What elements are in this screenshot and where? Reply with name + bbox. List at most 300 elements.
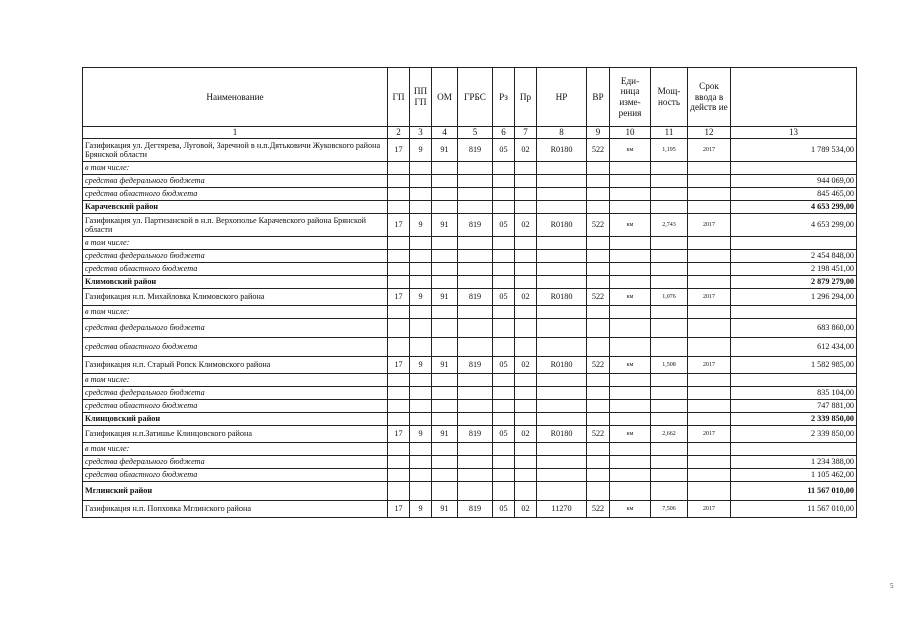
cell-power: 7,506	[651, 501, 688, 518]
empty-cell	[410, 319, 432, 338]
empty-cell	[493, 188, 515, 201]
cell-grbs: 819	[458, 501, 493, 518]
column-number: 6	[493, 127, 515, 139]
funding-source-row	[83, 319, 857, 338]
column-number: 9	[587, 127, 610, 139]
empty-cell	[388, 250, 410, 263]
column-number: 11	[651, 127, 688, 139]
empty-cell	[515, 469, 537, 482]
empty-cell	[610, 443, 651, 456]
empty-cell	[493, 276, 515, 289]
funding-source-row	[83, 387, 857, 400]
empty-cell	[515, 306, 537, 319]
header-cell: ГП	[388, 68, 410, 127]
empty-cell	[432, 400, 458, 413]
district-total: 2 879 279,00	[731, 276, 857, 289]
empty-cell	[651, 374, 688, 387]
breakdown-label-row	[83, 162, 857, 175]
empty-cell	[587, 276, 610, 289]
empty-cell	[537, 456, 587, 469]
empty-cell	[432, 387, 458, 400]
cell-gp: 17	[388, 289, 410, 306]
cell-rz: 05	[493, 289, 515, 306]
cell-rz: 05	[493, 501, 515, 518]
empty-cell	[688, 400, 731, 413]
empty-cell	[410, 400, 432, 413]
empty-cell	[587, 162, 610, 175]
empty-cell	[587, 469, 610, 482]
empty-cell	[587, 188, 610, 201]
empty-cell	[610, 374, 651, 387]
empty-cell	[388, 188, 410, 201]
empty-cell	[537, 237, 587, 250]
empty-cell	[537, 338, 587, 357]
project-row	[83, 357, 857, 374]
empty-cell	[432, 413, 458, 426]
breakdown-label-row	[83, 237, 857, 250]
empty-cell	[493, 306, 515, 319]
cell-power: 2,743	[651, 214, 688, 237]
empty-cell	[515, 319, 537, 338]
empty-cell	[388, 175, 410, 188]
funding-source-row	[83, 338, 857, 357]
breakdown-label: в том числе:	[83, 237, 388, 250]
empty-cell	[388, 263, 410, 276]
header-cell: Рз	[493, 68, 515, 127]
empty-cell	[388, 400, 410, 413]
empty-cell	[493, 162, 515, 175]
empty-cell	[688, 188, 731, 201]
cell-om: 91	[432, 289, 458, 306]
cell-sum: 1 789 534,00	[731, 139, 857, 162]
empty-cell	[493, 400, 515, 413]
cell-om: 91	[432, 357, 458, 374]
cell-year: 2017	[688, 501, 731, 518]
cell-gp: 17	[388, 501, 410, 518]
empty-cell	[410, 469, 432, 482]
funding-amount: 747 881,00	[731, 400, 857, 413]
empty-cell	[610, 162, 651, 175]
column-number: 2	[388, 127, 410, 139]
breakdown-label: в том числе:	[83, 443, 388, 456]
empty-cell	[388, 201, 410, 214]
funding-amount: 683 860,00	[731, 319, 857, 338]
project-row	[83, 289, 857, 306]
header-cell	[731, 68, 857, 127]
empty-cell	[688, 237, 731, 250]
empty-cell	[610, 175, 651, 188]
cell-name: Газификация н.п. Старый Ропск Климовского района	[83, 357, 388, 374]
empty-cell	[537, 400, 587, 413]
empty-cell	[515, 237, 537, 250]
empty-cell	[432, 263, 458, 276]
empty-cell	[388, 443, 410, 456]
empty-cell	[458, 188, 493, 201]
empty-cell	[688, 374, 731, 387]
cell-vr: 522	[587, 289, 610, 306]
empty-cell	[515, 276, 537, 289]
cell-sum: 11 567 010,00	[731, 501, 857, 518]
cell-nr: R0180	[537, 357, 587, 374]
district-row	[83, 201, 857, 214]
empty-cell	[587, 387, 610, 400]
column-number: 13	[731, 127, 857, 139]
cell-unit: км	[610, 139, 651, 162]
breakdown-label: в том числе:	[83, 162, 388, 175]
empty-cell	[410, 162, 432, 175]
empty-cell	[537, 319, 587, 338]
empty-cell	[537, 469, 587, 482]
column-number: 10	[610, 127, 651, 139]
empty-cell	[432, 188, 458, 201]
header-row	[83, 68, 857, 127]
empty-cell	[458, 319, 493, 338]
breakdown-label: в том числе:	[83, 306, 388, 319]
cell-unit: км	[610, 214, 651, 237]
cell-vr: 522	[587, 357, 610, 374]
empty-cell	[610, 188, 651, 201]
cell-name: Газификация ул. Партизанской в н.п. Верхополье Карачевского района Брянской области	[83, 214, 388, 237]
funding-amount: 1 234 388,00	[731, 456, 857, 469]
empty-cell	[651, 443, 688, 456]
funding-source-row	[83, 188, 857, 201]
empty-cell	[587, 456, 610, 469]
budget-table	[82, 67, 857, 518]
cell-gp: 17	[388, 357, 410, 374]
empty-cell	[388, 319, 410, 338]
empty-cell	[587, 443, 610, 456]
empty-cell	[493, 413, 515, 426]
cell-unit: км	[610, 501, 651, 518]
cell-nr: R0180	[537, 139, 587, 162]
empty-cell	[610, 306, 651, 319]
page-number: 5	[890, 582, 894, 590]
cell-om: 91	[432, 426, 458, 443]
breakdown-label: в том числе:	[83, 374, 388, 387]
cell-name: Газификация н.п. Михайловка Климовского района	[83, 289, 388, 306]
header-cell: НР	[537, 68, 587, 127]
table-body	[83, 139, 857, 518]
funding-amount: 944 069,00	[731, 175, 857, 188]
cell-year: 2017	[688, 214, 731, 237]
header-cell: Срок ввода в действ ие	[688, 68, 731, 127]
empty-cell	[610, 469, 651, 482]
district-total: 2 339 850,00	[731, 413, 857, 426]
empty-cell	[651, 162, 688, 175]
empty-cell	[610, 263, 651, 276]
empty-cell	[410, 188, 432, 201]
cell-nr: R0180	[537, 426, 587, 443]
empty-cell	[587, 413, 610, 426]
empty-cell	[515, 201, 537, 214]
district-name: Клинцовский район	[83, 413, 388, 426]
empty-cell	[493, 374, 515, 387]
cell-vr: 522	[587, 214, 610, 237]
empty-cell	[410, 338, 432, 357]
empty-cell	[458, 162, 493, 175]
empty-cell	[688, 162, 731, 175]
empty-cell	[587, 237, 610, 250]
funding-amount: 835 104,00	[731, 387, 857, 400]
empty-cell	[493, 237, 515, 250]
cell-grbs: 819	[458, 426, 493, 443]
breakdown-label-row	[83, 443, 857, 456]
empty-cell	[493, 263, 515, 276]
empty-cell	[688, 482, 731, 501]
funding-source-label: средства федерального бюджета	[83, 250, 388, 263]
empty-cell	[731, 237, 857, 250]
empty-cell	[388, 306, 410, 319]
funding-source-label: средства федерального бюджета	[83, 456, 388, 469]
empty-cell	[651, 319, 688, 338]
district-row	[83, 413, 857, 426]
cell-unit: км	[610, 289, 651, 306]
cell-pr: 02	[515, 139, 537, 162]
column-number: 1	[83, 127, 388, 139]
cell-rz: 05	[493, 139, 515, 162]
funding-source-label: средства федерального бюджета	[83, 387, 388, 400]
empty-cell	[610, 387, 651, 400]
empty-cell	[410, 482, 432, 501]
empty-cell	[537, 482, 587, 501]
empty-cell	[458, 400, 493, 413]
empty-cell	[493, 469, 515, 482]
cell-grbs: 819	[458, 289, 493, 306]
empty-cell	[731, 162, 857, 175]
cell-pp: 9	[410, 501, 432, 518]
empty-cell	[515, 482, 537, 501]
empty-cell	[587, 338, 610, 357]
empty-cell	[410, 443, 432, 456]
empty-cell	[493, 250, 515, 263]
empty-cell	[651, 237, 688, 250]
empty-cell	[493, 387, 515, 400]
district-name: Карачевский район	[83, 201, 388, 214]
cell-rz: 05	[493, 357, 515, 374]
empty-cell	[458, 456, 493, 469]
empty-cell	[610, 400, 651, 413]
empty-cell	[731, 443, 857, 456]
project-row	[83, 214, 857, 237]
empty-cell	[388, 456, 410, 469]
empty-cell	[688, 276, 731, 289]
empty-cell	[587, 201, 610, 214]
cell-pp: 9	[410, 357, 432, 374]
cell-pr: 02	[515, 426, 537, 443]
empty-cell	[432, 443, 458, 456]
empty-cell	[610, 456, 651, 469]
cell-om: 91	[432, 501, 458, 518]
empty-cell	[515, 188, 537, 201]
empty-cell	[432, 374, 458, 387]
empty-cell	[688, 338, 731, 357]
empty-cell	[388, 413, 410, 426]
cell-name: Газификация н.п.Затишье Клинцовского района	[83, 426, 388, 443]
empty-cell	[388, 482, 410, 501]
empty-cell	[388, 162, 410, 175]
empty-cell	[432, 276, 458, 289]
empty-cell	[515, 175, 537, 188]
empty-cell	[515, 374, 537, 387]
empty-cell	[515, 162, 537, 175]
cell-pp: 9	[410, 426, 432, 443]
empty-cell	[432, 250, 458, 263]
empty-cell	[432, 456, 458, 469]
empty-cell	[410, 387, 432, 400]
cell-pp: 9	[410, 289, 432, 306]
empty-cell	[458, 250, 493, 263]
empty-cell	[493, 482, 515, 501]
column-number: 7	[515, 127, 537, 139]
funding-source-row	[83, 469, 857, 482]
breakdown-label-row	[83, 374, 857, 387]
funding-source-label: средства областного бюджета	[83, 263, 388, 276]
funding-source-label: средства областного бюджета	[83, 188, 388, 201]
empty-cell	[458, 387, 493, 400]
project-row	[83, 139, 857, 162]
empty-cell	[388, 387, 410, 400]
cell-pp: 9	[410, 214, 432, 237]
empty-cell	[688, 387, 731, 400]
cell-unit: км	[610, 426, 651, 443]
empty-cell	[432, 162, 458, 175]
district-total: 4 653 299,00	[731, 201, 857, 214]
empty-cell	[410, 201, 432, 214]
empty-cell	[493, 175, 515, 188]
empty-cell	[537, 276, 587, 289]
empty-cell	[610, 201, 651, 214]
empty-cell	[610, 413, 651, 426]
empty-cell	[432, 201, 458, 214]
empty-cell	[388, 338, 410, 357]
funding-source-label: средства федерального бюджета	[83, 175, 388, 188]
empty-cell	[432, 338, 458, 357]
empty-cell	[515, 443, 537, 456]
header-cell: Еди-ница изме-рения	[610, 68, 651, 127]
empty-cell	[688, 175, 731, 188]
breakdown-label-row	[83, 306, 857, 319]
empty-cell	[515, 250, 537, 263]
cell-year: 2017	[688, 289, 731, 306]
empty-cell	[458, 201, 493, 214]
empty-cell	[688, 456, 731, 469]
empty-cell	[388, 276, 410, 289]
empty-cell	[432, 237, 458, 250]
cell-pp: 9	[410, 139, 432, 162]
empty-cell	[651, 400, 688, 413]
empty-cell	[410, 374, 432, 387]
column-number: 5	[458, 127, 493, 139]
empty-cell	[651, 456, 688, 469]
empty-cell	[493, 319, 515, 338]
cell-om: 91	[432, 214, 458, 237]
column-number: 4	[432, 127, 458, 139]
empty-cell	[610, 482, 651, 501]
funding-source-row	[83, 400, 857, 413]
empty-cell	[688, 319, 731, 338]
funding-amount: 1 105 462,00	[731, 469, 857, 482]
empty-cell	[432, 482, 458, 501]
cell-power: 1,076	[651, 289, 688, 306]
empty-cell	[515, 413, 537, 426]
cell-name: Газификация н.п. Попховка Мглинского района	[83, 501, 388, 518]
empty-cell	[458, 276, 493, 289]
funding-amount: 612 434,00	[731, 338, 857, 357]
empty-cell	[493, 443, 515, 456]
cell-sum: 4 653 299,00	[731, 214, 857, 237]
empty-cell	[458, 263, 493, 276]
cell-nr: R0180	[537, 214, 587, 237]
empty-cell	[587, 400, 610, 413]
header-cell: ПП ГП	[410, 68, 432, 127]
empty-cell	[537, 374, 587, 387]
empty-cell	[410, 306, 432, 319]
empty-cell	[410, 175, 432, 188]
empty-cell	[688, 469, 731, 482]
empty-cell	[610, 276, 651, 289]
cell-power: 2,662	[651, 426, 688, 443]
cell-rz: 05	[493, 214, 515, 237]
empty-cell	[493, 201, 515, 214]
cell-vr: 522	[587, 501, 610, 518]
cell-grbs: 819	[458, 214, 493, 237]
empty-cell	[587, 482, 610, 501]
empty-cell	[537, 263, 587, 276]
empty-cell	[610, 237, 651, 250]
cell-unit: км	[610, 357, 651, 374]
cell-vr: 522	[587, 426, 610, 443]
empty-cell	[610, 338, 651, 357]
empty-cell	[432, 306, 458, 319]
district-name: Мглинский район	[83, 482, 388, 501]
empty-cell	[410, 263, 432, 276]
funding-source-row	[83, 456, 857, 469]
empty-cell	[432, 319, 458, 338]
empty-cell	[458, 175, 493, 188]
cell-pr: 02	[515, 214, 537, 237]
cell-sum: 2 339 850,00	[731, 426, 857, 443]
project-row	[83, 501, 857, 518]
cell-nr: 11270	[537, 501, 587, 518]
cell-power: 1,508	[651, 357, 688, 374]
empty-cell	[410, 250, 432, 263]
district-total: 11 567 010,00	[731, 482, 857, 501]
funding-amount: 845 465,00	[731, 188, 857, 201]
district-name: Климовский район	[83, 276, 388, 289]
column-number: 12	[688, 127, 731, 139]
empty-cell	[515, 338, 537, 357]
empty-cell	[410, 276, 432, 289]
cell-name: Газификация ул. Дегтярева, Луговой, Заречной в н.п.Дятьковичи Жуковского района Брянской области	[83, 139, 388, 162]
cell-sum: 1 296 294,00	[731, 289, 857, 306]
cell-year: 2017	[688, 426, 731, 443]
empty-cell	[515, 263, 537, 276]
column-number: 8	[537, 127, 587, 139]
empty-cell	[651, 413, 688, 426]
header-cell: Мощ-ность	[651, 68, 688, 127]
empty-cell	[651, 306, 688, 319]
cell-sum: 1 582 985,00	[731, 357, 857, 374]
empty-cell	[587, 306, 610, 319]
district-row	[83, 276, 857, 289]
empty-cell	[537, 175, 587, 188]
empty-cell	[515, 400, 537, 413]
empty-cell	[410, 413, 432, 426]
empty-cell	[493, 338, 515, 357]
funding-source-label: средства областного бюджета	[83, 338, 388, 357]
cell-vr: 522	[587, 139, 610, 162]
empty-cell	[410, 237, 432, 250]
